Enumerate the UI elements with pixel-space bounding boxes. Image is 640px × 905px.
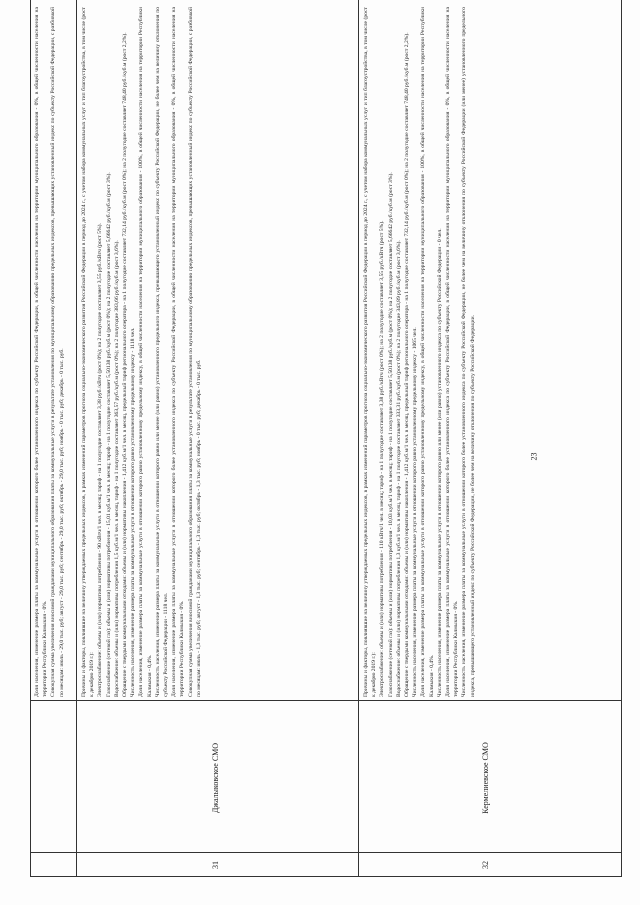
row-number: 31	[211, 861, 220, 869]
paragraph: Электроснабжение: объемы и (или) нормативы потребления - 90 кВтч/1 чел. в месяц; тариф - на 1 полугодие составляет 3,38 руб./кВтч (рост 0%); на 2 полугодие составляет 3,55 руб./кВтч (рост 5%).	[97, 223, 104, 697]
page-number: 23	[529, 452, 539, 461]
paragraph: Электроснабжение: объемы и (или) нормативы потребления - 110 кВтч/1 чел. в месяц; тариф - на 1 полугодие составляет 3,38 руб./кВтч (рост 0%); на 2 полугодие составляет 3,55 руб./кВтч (рост 5%).	[379, 220, 386, 697]
paragraph: Доля населения, изменение размера платы за коммунальные услуги в отношении которого более установленного индекса по субъекту Российской Федерации, в общей численности населения на территории муниципального образования - 0%, в общей численности населения на территории Республики Калмыкия - 0%.	[34, 7, 49, 697]
paragraph: Водоснабжение: объемы и (или) нормативы потребления 1,5 куб.м/1 чел. в месяц, тариф - на 1 полугодие составляет 363,57 руб./куб.м (рост 0%); на 2 полугодие 383,66 руб./куб.м (рост 3,6%).	[113, 240, 120, 697]
row-description	[80, 7, 203, 697]
row-number: 32	[481, 861, 490, 869]
municipality-name: Кермелиевское СМО	[481, 742, 490, 814]
paragraph: Водоснабжение: объемы и (или) нормативы потребления 1,3 куб.м/1 чел. в месяц, тариф - на 1 полугодие составляет 333,31 руб./куб.м (рост 0%); на 2 полугодие 343,89 руб./куб.м (рост 3,6%).	[395, 240, 402, 697]
paragraph: Доля населения, изменение размера платы за коммунальные услуги в отношении которого равно установленному предельному индексу, в общей численности населения на территории муниципального образования - 100%, в общей численности населения на территории Республики Калмыкия - 0,4%.	[420, 7, 435, 697]
paragraph: Численность населения, изменение размера платы за коммунальные услуги в отношении которого равно установленному предельному индексу - 1065 чел.	[412, 327, 419, 697]
paragraph: Причины и факторы, повлиявшие на величину утверждаемых предельных индексов, в рамках изменений параметров прогноза социально-экономического развития Российской Федерации в период до 2024 г., с учетом набора коммунальных услуг и тип благоустройства, в том числе (рост к декабрю 2019 г.):	[363, 7, 378, 697]
row-description	[362, 7, 477, 697]
paragraph: Причины и факторы, повлиявшие на величину утверждаемых предельных индексов, в рамках изменений параметров прогноза социально-экономического развития Российской Федерации в период до 2024 г., с учетом набора коммунальных услуг и тип благоустройства, в том числе (рост к декабрю 2019 г.):	[81, 7, 96, 697]
paragraph: Численность населения, изменение размера платы за коммунальные услуги в отношении которого равно или менее (или равно) установленного предельного индекса, превышающего установленный индекс по субъекту Российской Федерации, не более чем на величину отклонения по субъекту Российской Федерации - 1118 чел.	[154, 7, 170, 697]
municipality-name: Джалыковское СМО	[211, 742, 220, 814]
paragraph: Газоснабжение (сетевой газ): объемы и (или) нормативы потребления - 10,03 куб.м/1 чел. в месяц; тариф - на 1 полугодие составляет 5,50138 руб./куб.м (рост 0%); на 2 полугодие составляет 5,66642 руб./куб.м (рост 3%).	[387, 172, 394, 697]
paragraph: Обращение с твердыми коммунальными отходами: объемы и (или) нормативы накопления - 1,412 куб.м/1 чел. в месяц, предельный тариф регионального оператора - на 1 полугодие составляет 732,14 руб./куб.м (рост 0%); на 2 полугодие составляет 748,40 руб./куб.м (рост 2,2%).	[122, 32, 129, 697]
table-row	[358, 0, 621, 877]
continuation-text	[33, 7, 66, 697]
paragraph: Совокупная сумма увеличения вносимой гражданами муниципального образования платы за коммунальные услуги в результате установления по муниципальному образованию предельных индексов, превышающих установленный индекс по субъекту Российской Федерации, с разбивкой по месяцам: июль - 29,0 тыс. руб; август - 29,0 тыс. руб; сентябрь - 29,0 тыс. руб; октябрь - 29,0 тыс. руб; ноябрь - 0 тыс. руб; декабрь - 0 тыс. руб.	[50, 7, 65, 697]
municipal-table	[30, 0, 622, 877]
paragraph: Численность населения, изменение размера платы за коммунальные услуги в отношении которого равно или менее (или равно) установленного индекса по субъекту Российской Федерации - 0 чел.	[436, 228, 443, 697]
paragraph: Численность населения, изменение размера платы за коммунальные услуги в отношении которого равно установленному предельному индексу - 1118 чел.	[130, 327, 137, 697]
paragraph: Обращение с твердыми коммунальными отходами: объемы и (или) нормативы накопления - 1,412 куб.м/1 чел. в месяц, предельный тариф регионального оператора - на 1 полугодие составляет 732,14 руб./куб.м (рост 0%); на 2 полугодие составляет 748,40 руб./куб.м (рост 2,2%).	[404, 32, 411, 697]
table-row	[76, 0, 359, 877]
paragraph: Газоснабжение (сетевой газ): объемы и (или) нормативы потребления - 15,01 куб.м/1 чел. в месяц; тариф - на 1 полугодие составляет 5,50138 руб./куб.м (рост 0%); на 2 полугодие составляет 5,66642 руб./куб.м (рост 3%).	[105, 172, 112, 697]
table-row-continuation	[30, 0, 76, 877]
paragraph: Доля населения, изменение размера платы за коммунальные услуги в отношении которого равно установленному предельному индексу, в общей численности населения на территории муниципального образования - 100%, в общей численности населения на территории Республики Калмыкия - 0,4%.	[138, 7, 153, 697]
paragraph: Доля населения, изменение размера платы за коммунальные услуги в отношении которого более установленного индекса по субъекту Российской Федерации, в общей численности населения на территории муниципального образования - 0%, в общей численности населения на территории Республики Калмыкия - 0%.	[445, 7, 460, 697]
paragraph: Совокупная сумма увеличения вносимой гражданами муниципального образования платы за коммунальные услуги в результате установления по муниципальному образованию предельных индексов, превышающих установленный индекс по субъекту Российской Федерации, с разбивкой по месяцам: июль - 1,3 тыс. руб; август - 1,3 тыс. руб; сентябрь - 1,3 тыс. руб; октябрь - 1,3 тыс. руб; ноябрь - 0 тыс. руб; декабрь - 0 тыс. руб.	[187, 7, 202, 697]
paragraph: Численность населения, изменение размера платы за коммунальные услуги в отношении которого более установленного индекса по субъекту Российской Федерации, не более чем на величину отклонения по субъекту Российской Федерации (или менее) установленного предельного индекса, превышающего установленный индекс по субъекту Российской Федерации, не более чем на величину отклонения по субъекту Российской Федерации.	[461, 7, 476, 697]
paragraph: Доля населения, изменение размера платы за коммунальные услуги в отношении которого более установленного индекса по субъекту Российской Федерации, в общей численности населения на территории муниципального образования - 0%, в общей численности населения на территории Республики Калмыкия - 0%.	[171, 7, 186, 697]
